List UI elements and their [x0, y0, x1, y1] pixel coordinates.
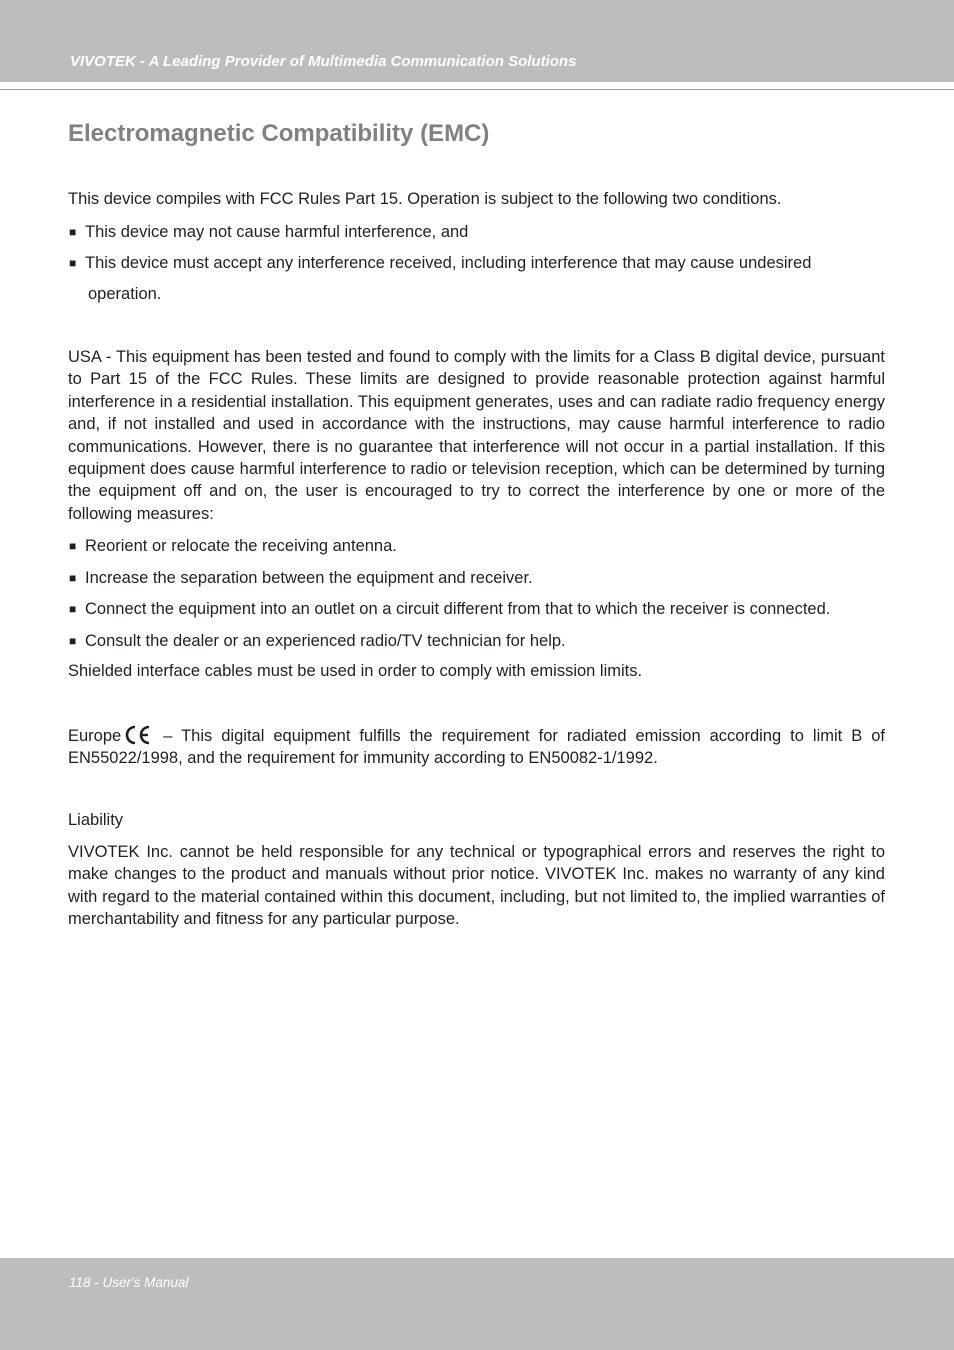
bullet-icon: ■ — [69, 256, 77, 270]
ce-mark-icon — [124, 725, 152, 745]
footer-band — [0, 1258, 954, 1350]
list-item — [69, 253, 811, 273]
header-divider — [0, 89, 954, 90]
header-tagline: VIVOTEK - A Leading Provider of Multimedia Communication Solutions — [70, 53, 577, 70]
measure-1: Reorient or relocate the receiving antenna. — [85, 537, 397, 555]
footer-page-label: 118 - User's Manual — [69, 1275, 189, 1290]
measure-4: Consult the dealer or an experienced radio/TV technician for help. — [85, 632, 566, 650]
bullet-icon: ■ — [69, 634, 77, 648]
page-title: Electromagnetic Compatibility (EMC) — [68, 120, 490, 147]
fcc-condition-2-continuation: operation. — [88, 285, 162, 303]
liability-paragraph: VIVOTEK Inc. cannot be held responsible for any technical or typographical errors and reserves the right to make changes to the product and manuals without prior notice. VIVOTEK Inc. makes no warranty of any kind with regard to the material contained within this document, including, but not limited to, the implied warranties of merchantability and fitness for any particular purpose. — [68, 843, 885, 929]
fcc-condition-2: This device must accept any interference received, including interference that may cause undesired — [85, 254, 812, 272]
liability-heading: Liability — [68, 811, 124, 829]
list-item — [69, 599, 830, 619]
fcc-condition-1: This device may not cause harmful interference, and — [85, 223, 469, 241]
list-item — [69, 222, 468, 242]
bullet-icon: ■ — [69, 539, 77, 553]
measure-3: Connect the equipment into an outlet on a circuit different from that to which the receiver is connected. — [85, 600, 831, 618]
bullet-icon: ■ — [69, 225, 77, 239]
europe-label: Europe — [68, 727, 122, 745]
shielded-note: Shielded interface cables must be used in order to comply with emission limits. — [68, 662, 643, 680]
list-item — [69, 631, 566, 651]
europe-paragraph — [68, 725, 885, 770]
usa-paragraph: USA - This equipment has been tested and found to comply with the limits for a Class B digital device, pursuant to Part 15 of the FCC Rules. These limits are designed to provide reasonable protection against harmful interference in a residential installation. This equipment generates, uses and can radiate radio frequency energy and, if not installed and used in accordance with the instructions, may cause harmful interference to radio communications. However, there is no guarantee that interference will not occur in a partial installation. If this equipment does cause harmful interference to radio or television reception, which can be determined by turning the equipment off and on, the user is encouraged to try to correct the interference by one or more of the following measures: — [68, 348, 885, 523]
bullet-icon: ■ — [69, 571, 77, 585]
bullet-icon: ■ — [69, 602, 77, 616]
measure-2: Increase the separation between the equipment and receiver. — [85, 569, 533, 587]
europe-text: – This digital equipment fulfills the requirement for radiated emission according to limit B of EN55022/1998, and the requirement for immunity according to EN50082-1/1992. — [68, 727, 885, 768]
list-item — [69, 568, 533, 588]
fcc-intro: This device compiles with FCC Rules Part 15. Operation is subject to the following two conditions. — [68, 190, 782, 208]
list-item — [69, 536, 397, 556]
